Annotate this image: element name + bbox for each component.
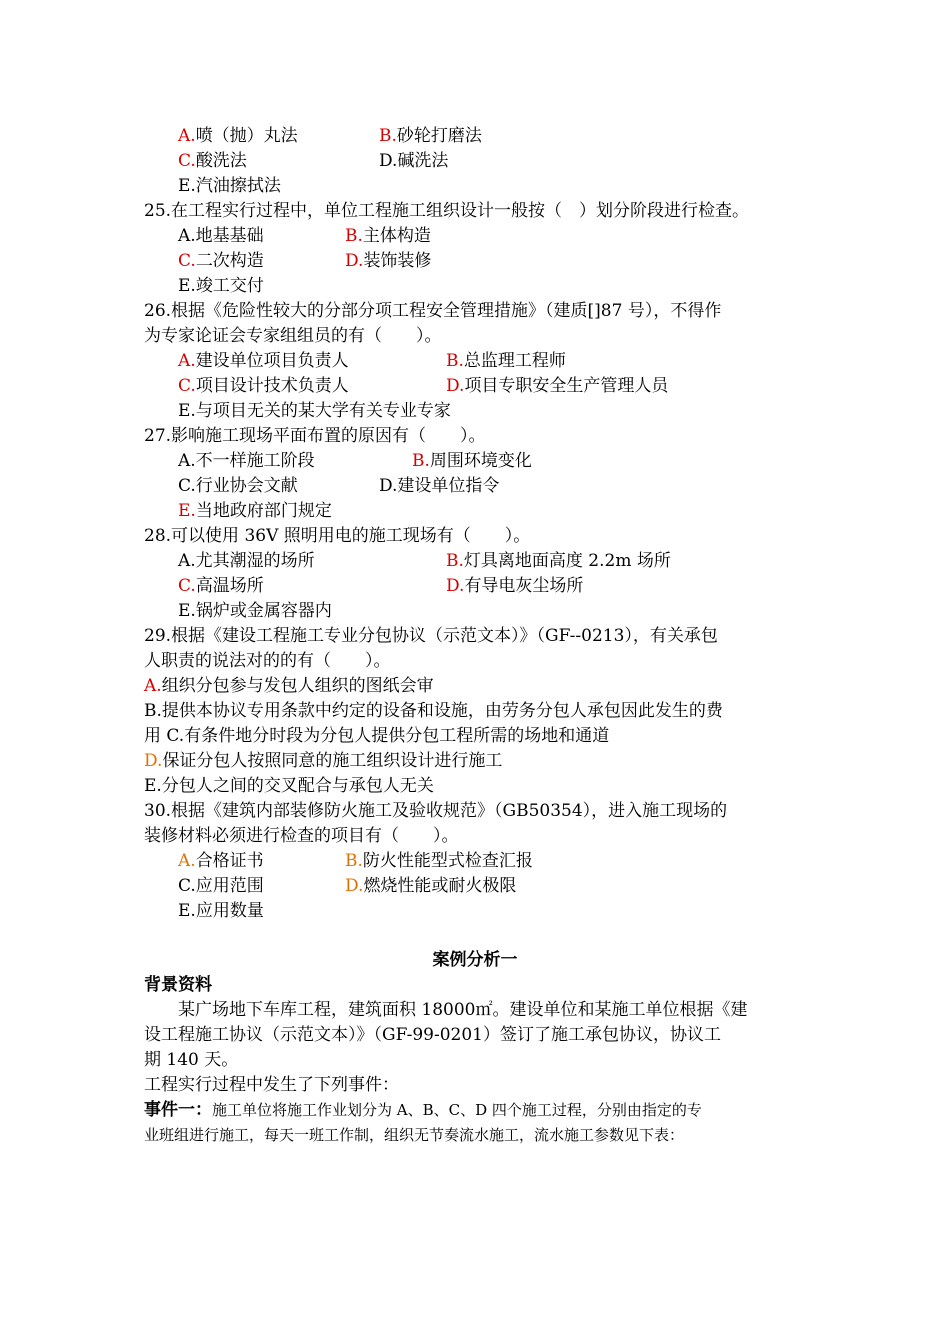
q30-option-c: C.应用范围 [178,876,264,896]
q25-option-b: B.主体构造 [345,226,431,246]
q29-option-a: A.组织分包参与发包人组织的图纸会审 [144,676,434,696]
q29-stem: 29.根据《建设工程施工专业分包协议（示范文本）》（GF--0213），有关承包 [144,626,718,646]
q28-option-d: D.有导电灰尘场所 [446,576,584,596]
q24-option-d: D.碱洗法 [379,151,449,171]
answer-mark: C. [178,376,196,396]
event-one-cont: 业班组进行施工，每天一班工作制，组织无节奏流水施工，流水施工参数见下表： [144,1126,685,1144]
answer-mark: A. [178,351,196,371]
q27-stem: 27.影响施工现场平面布置的原因有（ ）。 [144,426,486,446]
q30-stem-cont: 装修材料必须进行检查的项目有（ ）。 [144,826,459,846]
answer-mark: A. [178,851,196,871]
q27-option-b: B.周围环境变化 [412,451,532,471]
answer-mark: C. [178,151,196,171]
q30-option-a: A.合格证书 [178,851,264,871]
answer-mark: D. [446,576,465,596]
q26-option-a: A.建设单位项目负责人 [178,351,349,371]
answer-mark: A. [144,676,162,696]
q24-option-b: B.砂轮打磨法 [379,126,482,146]
q29-option-e: E.分包人之间的交叉配合与承包人无关 [144,776,434,796]
answer-mark: D. [144,751,163,771]
q26-stem: 26.根据《危险性较大的分部分项工程安全管理措施》（建质[]87 号），不得作 [144,301,722,321]
q29-option-b: B.提供本协议专用条款中约定的设备和设施，由劳务分包人承包因此发生的费 [144,701,723,721]
q25-option-d: D.装饰装修 [345,251,432,271]
q24-option-e: E.汽油擦拭法 [178,176,281,196]
q28-stem: 28.可以使用 36V 照明用电的施工现场有（ ）。 [144,526,531,546]
answer-mark: D. [446,376,465,396]
case-paragraph-cont: 期 140 天。 [144,1050,239,1070]
q30-stem: 30.根据《建筑内部装修防火施工及验收规范》（GB50354），进入施工现场的 [144,801,728,821]
q27-option-c: C.行业协会文献 [178,476,298,496]
answer-mark: C. [178,576,196,596]
q28-option-b: B.灯具离地面高度 2.2m 场所 [446,551,671,571]
q28-option-e: E.锅炉或金属容器内 [178,601,332,621]
q30-option-e: E.应用数量 [178,901,264,921]
q29-option-d: D.保证分包人按照同意的施工组织设计进行施工 [144,751,503,771]
q25-option-e: E.竣工交付 [178,276,264,296]
q28-option-c: C.高温场所 [178,576,264,596]
q29-option-b-cont: 用 C.有条件地分时段为分包人提供分包工程所需的场地和通道 [144,726,610,746]
q26-option-c: C.项目设计技术负责人 [178,376,349,396]
q26-option-d: D.项目专职安全生产管理人员 [446,376,669,396]
q25-option-a: A.地基基础 [178,226,264,246]
answer-mark: C. [178,251,196,271]
answer-mark: D. [345,876,364,896]
answer-mark: B. [446,351,464,371]
q28-option-a: A.尤其潮湿的场所 [178,551,315,571]
q24-option-a: A.喷（抛）丸法 [178,126,298,146]
q30-option-d: D.燃烧性能或耐火极限 [345,876,517,896]
answer-mark: B. [446,551,464,571]
q25-stem: 25.在工程实行过程中，单位工程施工组织设计一般按（ ）划分阶段进行检查。 [144,201,750,221]
answer-mark: A. [178,126,196,146]
answer-mark: B. [345,851,363,871]
answer-mark: B. [412,451,430,471]
q27-option-d: D.建设单位指令 [379,476,500,496]
case-paragraph-cont: 设工程施工协议（示范文本）》（GF-99-0201）签订了施工承包协议，协议工 [144,1025,721,1045]
q29-stem-cont: 人职责的说法对的的有（ ）。 [144,651,391,671]
q27-option-a: A.不一样施工阶段 [178,451,315,471]
q25-option-c: C.二次构造 [178,251,264,271]
q27-option-e: E.当地政府部门规定 [178,501,332,521]
answer-mark: B. [379,126,397,146]
q26-stem-cont: 为专家论证会专家组组员的有（ ）。 [144,326,442,346]
answer-mark: B. [345,226,363,246]
q26-option-b: B.总监理工程师 [446,351,566,371]
case-paragraph: 某广场地下车库工程，建筑面积 18000㎡。建设单位和某施工单位根据《建 [178,1000,748,1020]
events-intro: 工程实行过程中发生了下列事件： [144,1075,399,1095]
q30-option-b: B.防火性能型式检查汇报 [345,851,533,871]
answer-mark: D. [345,251,364,271]
answer-mark: E. [178,501,196,521]
event-label: 事件一： [144,1100,212,1120]
q26-option-e: E.与项目无关的某大学有关专业专家 [178,401,451,421]
background-heading: 背景资料 [144,975,212,995]
q24-option-c: C.酸洗法 [178,151,247,171]
event-one: 事件一：施工单位将施工作业划分为 A、B、C、D 四个施工过程，分别由指定的专 [144,1100,702,1120]
section-title: 案例分析一 [432,950,518,970]
